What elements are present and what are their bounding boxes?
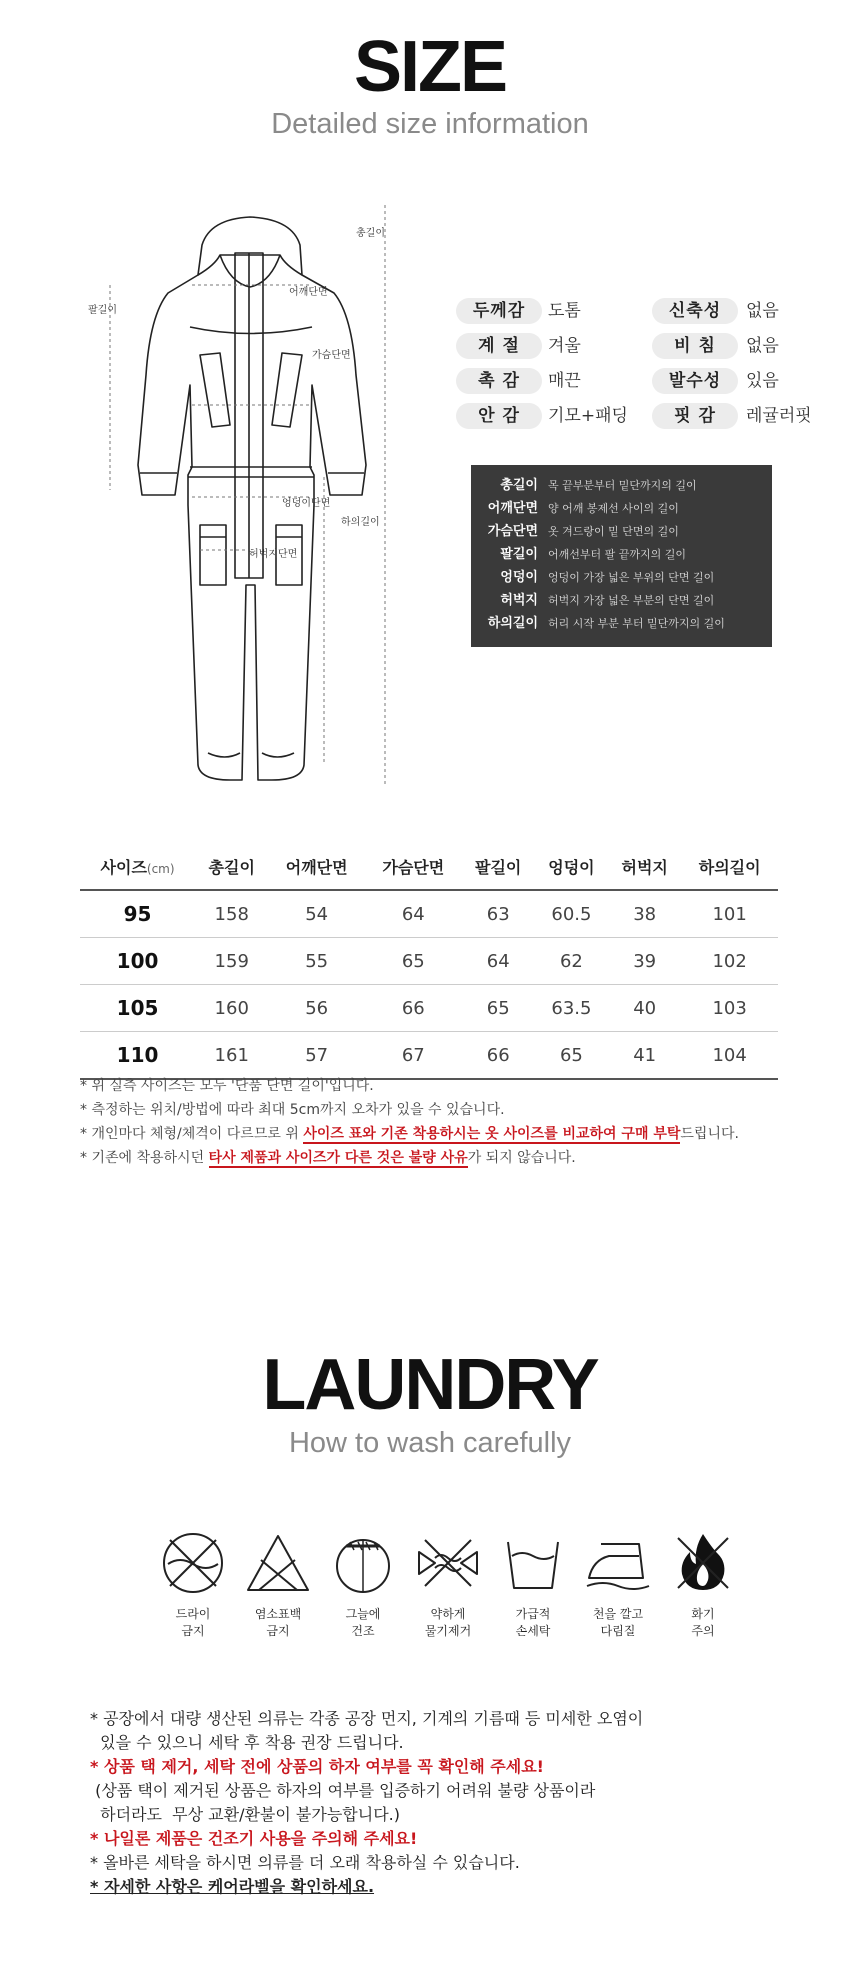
spec-key-fit: 핏 감 [652, 403, 738, 429]
table-row [80, 890, 778, 938]
table-cell: 65 [365, 938, 462, 985]
table-cell: 40 [608, 985, 681, 1032]
size-note-2: * 측정하는 위치/방법에 따라 최대 5cm까지 오차가 있을 수 있습니다. [80, 1102, 505, 1118]
fire-caution-icon [668, 1530, 738, 1596]
size-cell: 95 [80, 890, 195, 938]
spec-key-stretch: 신축성 [652, 298, 738, 324]
laundry-item-wring [403, 1530, 493, 1640]
table-cell: 158 [195, 890, 268, 938]
coverall-diagram [80, 205, 410, 805]
diagram-label-total-length: 총길이 [356, 228, 385, 239]
legend-key: 어깨단면 [487, 501, 538, 516]
spec-key-thickness: 두께감 [456, 298, 542, 324]
gentle-wring-icon [413, 1530, 483, 1596]
spec-value-thickness: 도톰 [548, 301, 581, 321]
spec-key-season: 계 절 [456, 333, 542, 359]
legend-value: 허리 시작 부분 부터 밑단까지의 길이 [548, 617, 725, 630]
table-cell: 41 [608, 1032, 681, 1080]
legend-value: 양 어깨 봉제선 사이의 길이 [548, 502, 679, 515]
spec-value-texture: 매끈 [548, 371, 581, 391]
laundry-label: 약하게 물기제거 [424, 1607, 472, 1638]
laundry-item-hand-wash [488, 1530, 578, 1640]
size-note-1: * 위 실측 사이즈는 모두 '단품 단면 길이'입니다. [80, 1078, 374, 1094]
size-header-label: 사이즈 [100, 857, 147, 877]
laundry-label: 그늘에 건조 [345, 1607, 381, 1638]
table-cell: 56 [268, 985, 365, 1032]
column-header: 어깨단면 [268, 843, 365, 890]
column-header: 팔길이 [462, 843, 535, 890]
size-cell: 110 [80, 1032, 195, 1080]
laundry-note-2: 있을 수 있으니 세탁 후 착용 권장 드립니다. [90, 1733, 404, 1752]
laundry-item-iron [573, 1530, 663, 1640]
laundry-note-3: * 상품 택 제거, 세탁 전에 상품의 하자 여부를 꼭 확인해 주세요! [90, 1757, 544, 1776]
laundry-label: 염소표백 금지 [254, 1607, 302, 1638]
size-cell: 105 [80, 985, 195, 1032]
legend-key: 엉덩이 [500, 570, 538, 585]
spec-key-water-repellent: 발수성 [652, 368, 738, 394]
legend-key: 허벅지 [500, 593, 538, 608]
laundry-label: 가급적 손세탁 [515, 1607, 551, 1638]
table-row [80, 985, 778, 1032]
spec-value-water-repellent: 있음 [746, 371, 779, 391]
table-cell: 101 [681, 890, 778, 938]
column-header: 엉덩이 [535, 843, 608, 890]
column-header: 허벅지 [608, 843, 681, 890]
laundry-item-dry-clean [148, 1530, 238, 1640]
diagram-label-thigh: 허벅지단면 [249, 549, 298, 560]
laundry-note-1: * 공장에서 대량 생산된 의류는 각종 공장 먼지, 기계의 기름때 등 미세한 오염이 [90, 1709, 644, 1728]
hand-wash-icon [498, 1530, 568, 1596]
size-note-3-suffix: 드립니다. [680, 1126, 739, 1142]
laundry-subtitle: How to wash carefully [288, 1427, 572, 1459]
measurement-legend [471, 465, 772, 647]
table-cell: 54 [268, 890, 365, 938]
size-note-3 [80, 1123, 739, 1143]
laundry-note-5: 하더라도 무상 교환/환불이 불가능합니다.) [90, 1805, 400, 1824]
laundry-label: 천을 깔고 다림질 [592, 1607, 644, 1638]
laundry-note-4: (상품 택이 제거된 상품은 하자의 여부를 입증하기 어려워 불량 상품이라 [90, 1781, 596, 1800]
legend-value: 옷 겨드랑이 밑 단면의 길이 [548, 525, 679, 538]
column-header: 하의길이 [681, 843, 778, 890]
size-header [80, 843, 195, 890]
laundry-label: 화기 주의 [691, 1607, 715, 1638]
table-row [80, 1032, 778, 1080]
size-note-4-suffix: 가 되지 않습니다. [467, 1150, 576, 1166]
legend-key: 가슴단면 [487, 524, 538, 539]
table-cell: 103 [681, 985, 778, 1032]
no-bleach-icon [243, 1530, 313, 1596]
spec-key-sheer: 비 침 [652, 333, 738, 359]
table-cell: 38 [608, 890, 681, 938]
laundry-item-shade-dry [318, 1530, 408, 1640]
laundry-note-7: * 올바른 세탁을 하시면 의류를 더 오래 착용하실 수 있습니다. [90, 1853, 520, 1872]
spec-value-sheer: 없음 [746, 336, 779, 356]
laundry-note-8: * 자세한 사항은 케어라벨을 확인하세요. [90, 1877, 375, 1896]
diagram-label-arm: 팔길이 [88, 305, 117, 316]
size-note-4 [80, 1147, 576, 1167]
spec-value-season: 겨울 [548, 336, 581, 356]
table-cell: 60.5 [535, 890, 608, 938]
table-cell: 67 [365, 1032, 462, 1080]
no-dry-clean-icon [158, 1530, 228, 1596]
table-cell: 161 [195, 1032, 268, 1080]
size-subtitle: Detailed size information [271, 108, 589, 140]
table-cell: 57 [268, 1032, 365, 1080]
size-note-3-highlight: 사이즈 표와 기존 착용하시는 옷 사이즈를 비교하여 구매 부탁 [303, 1126, 681, 1142]
laundry-item-bleach [233, 1530, 323, 1640]
legend-value: 목 끝부분부터 밑단까지의 길이 [548, 479, 697, 492]
size-table-header-row [80, 843, 778, 890]
spec-value-lining: 기모+패딩 [548, 406, 628, 426]
spec-key-lining: 안 감 [456, 403, 542, 429]
legend-value: 어깨선부터 팔 끝까지의 길이 [548, 548, 687, 561]
size-unit: (cm) [146, 861, 175, 876]
legend-key: 팔길이 [500, 547, 538, 562]
table-cell: 66 [365, 985, 462, 1032]
table-cell: 55 [268, 938, 365, 985]
spec-key-texture: 촉 감 [456, 368, 542, 394]
laundry-title: LAUNDRY [262, 1345, 598, 1425]
shade-dry-icon [328, 1530, 398, 1596]
table-cell: 62 [535, 938, 608, 985]
table-cell: 159 [195, 938, 268, 985]
spec-value-fit: 레귤러핏 [746, 406, 812, 426]
diagram-label-chest: 가슴단면 [312, 350, 351, 361]
table-cell: 65 [462, 985, 535, 1032]
laundry-note-6: * 나일론 제품은 건조기 사용을 주의해 주세요! [90, 1829, 418, 1848]
legend-key: 하의길이 [487, 616, 538, 631]
laundry-item-fire [658, 1530, 748, 1640]
size-cell: 100 [80, 938, 195, 985]
iron-with-cloth-icon [583, 1530, 653, 1596]
table-cell: 104 [681, 1032, 778, 1080]
size-note-4-highlight: 타사 제품과 사이즈가 다른 것은 불량 사유 [208, 1150, 468, 1166]
table-row [80, 938, 778, 985]
table-cell: 64 [365, 890, 462, 938]
table-cell: 160 [195, 985, 268, 1032]
diagram-label-bottom-length: 하의길이 [341, 517, 380, 528]
diagram-label-hip: 엉덩이단면 [282, 498, 331, 509]
legend-value: 엉덩이 가장 넓은 부위의 단면 길이 [548, 571, 715, 584]
spec-value-stretch: 없음 [746, 301, 779, 321]
table-cell: 64 [462, 938, 535, 985]
table-cell: 63.5 [535, 985, 608, 1032]
table-cell: 63 [462, 890, 535, 938]
diagram-label-shoulder: 어깨단면 [289, 287, 328, 298]
size-table [80, 843, 778, 1080]
laundry-label: 드라이 금지 [175, 1607, 211, 1638]
column-header: 총길이 [195, 843, 268, 890]
size-note-3-prefix: * 개인마다 체형/체격이 다르므로 위 [80, 1126, 304, 1142]
legend-value: 허벅지 가장 넓은 부분의 단면 길이 [548, 594, 715, 607]
table-cell: 102 [681, 938, 778, 985]
table-cell: 39 [608, 938, 681, 985]
size-note-4-prefix: * 기존에 착용하시던 [80, 1150, 209, 1166]
column-header: 가슴단면 [365, 843, 462, 890]
table-cell: 66 [462, 1032, 535, 1080]
size-title: SIZE [353, 27, 507, 107]
legend-key: 총길이 [500, 478, 538, 493]
table-cell: 65 [535, 1032, 608, 1080]
